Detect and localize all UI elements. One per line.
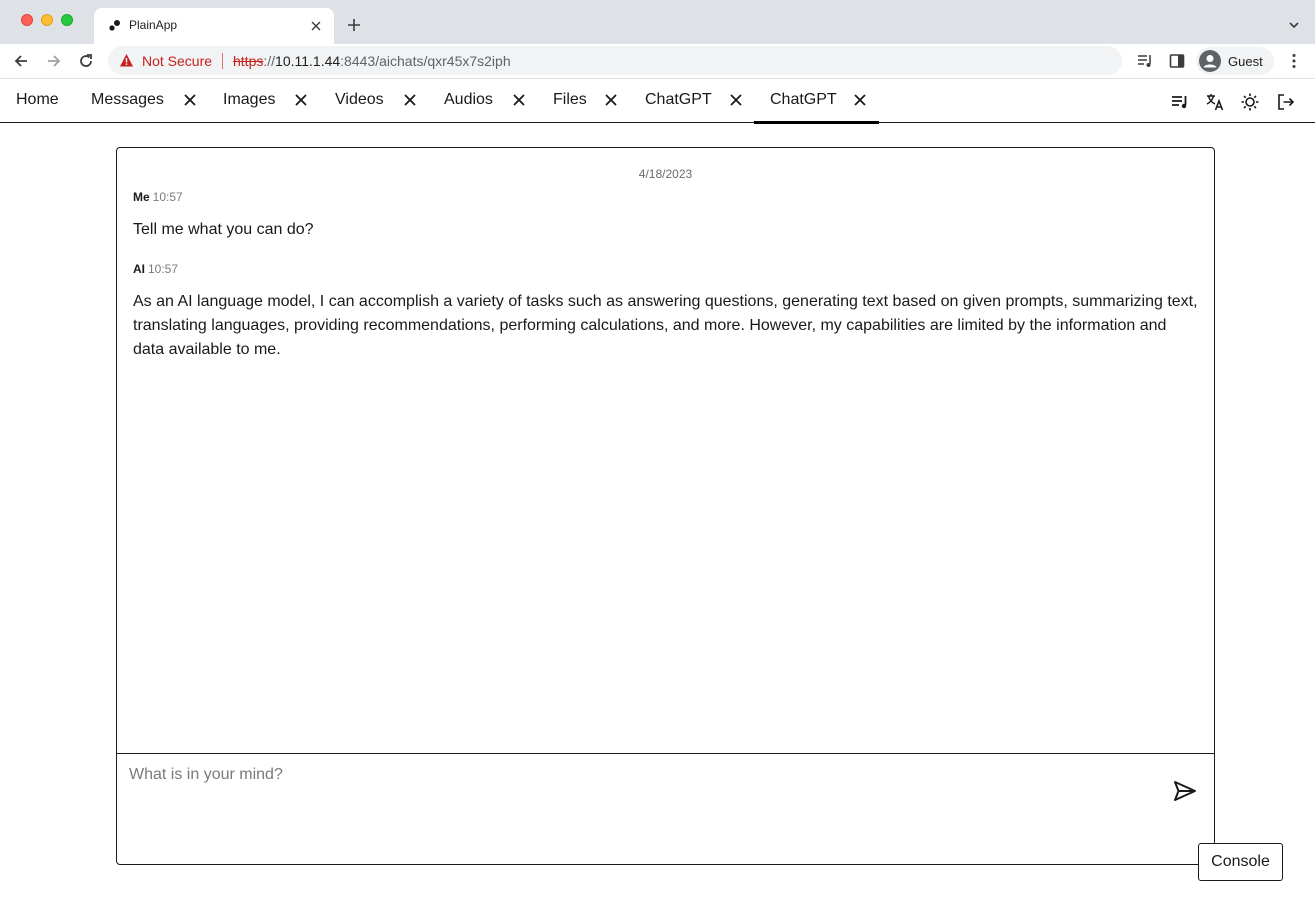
tab-label: Videos <box>335 91 384 108</box>
tab-audios[interactable] <box>428 79 537 123</box>
url-path: :8443/aichats/qxr45x7s2iph <box>340 53 511 69</box>
tab-label: ChatGPT <box>770 91 837 108</box>
message-sender: Me <box>133 190 150 204</box>
light-mode-icon[interactable] <box>1240 92 1260 112</box>
not-secure-label[interactable]: Not Secure <box>142 53 213 69</box>
tab-label: Messages <box>91 91 164 108</box>
message-time: 10:57 <box>152 190 183 204</box>
tab-label: ChatGPT <box>645 91 712 108</box>
back-arrow-icon[interactable] <box>12 52 30 70</box>
tab-label: Home <box>16 91 59 108</box>
tab-chatgpt[interactable] <box>629 79 754 123</box>
minimize-window-button[interactable] <box>41 14 53 26</box>
message-meta <box>133 262 1198 276</box>
tab-chatgpt-active[interactable] <box>754 79 879 123</box>
message-sender: AI <box>133 262 145 276</box>
kebab-menu-icon[interactable] <box>1285 52 1303 70</box>
browser-toolbar <box>0 44 1315 79</box>
address-bar[interactable] <box>108 46 1122 75</box>
browser-tab-title: PlainApp <box>129 18 178 32</box>
close-window-button[interactable] <box>21 14 33 26</box>
forward-arrow-icon[interactable] <box>45 52 63 70</box>
reading-list-icon[interactable] <box>1136 52 1154 70</box>
address-divider <box>222 53 223 69</box>
plainapp-favicon-icon <box>108 19 122 33</box>
tab-label: Images <box>223 91 276 108</box>
chat-message-me <box>133 190 1198 242</box>
tab-files[interactable] <box>537 79 630 123</box>
message-body: Tell me what you can do? <box>133 221 314 238</box>
warning-triangle-icon <box>119 53 134 68</box>
profile-button[interactable] <box>1196 47 1274 75</box>
url-scheme: https <box>233 53 264 69</box>
close-icon[interactable] <box>512 93 526 107</box>
message-time: 10:57 <box>148 262 179 276</box>
message-composer <box>117 753 1214 864</box>
profile-name: Guest <box>1228 54 1263 69</box>
close-icon[interactable] <box>403 93 417 107</box>
side-panel-icon[interactable] <box>1168 52 1186 70</box>
close-icon[interactable] <box>604 93 618 107</box>
playlist-icon[interactable] <box>1170 92 1190 112</box>
console-button[interactable]: Console <box>1198 843 1283 881</box>
message-meta <box>133 190 1198 204</box>
tab-videos[interactable] <box>319 79 429 123</box>
translate-icon[interactable] <box>1205 92 1225 112</box>
chevron-down-icon[interactable] <box>1287 18 1301 32</box>
url-text[interactable] <box>233 53 511 69</box>
close-icon[interactable] <box>294 93 308 107</box>
date-separator: 4/18/2023 <box>638 167 693 181</box>
url-separator: :// <box>263 53 276 69</box>
app-nav-bar <box>0 79 1315 123</box>
tab-label: Files <box>553 91 587 108</box>
new-tab-plus-icon[interactable] <box>345 16 363 34</box>
tab-home[interactable] <box>0 79 75 123</box>
url-host: 10.11.1.44 <box>275 53 341 69</box>
close-icon[interactable] <box>308 18 324 34</box>
chat-panel <box>116 147 1215 865</box>
reload-icon[interactable] <box>77 52 95 70</box>
browser-tab-strip <box>0 0 1315 44</box>
logout-icon[interactable] <box>1276 92 1296 112</box>
close-icon[interactable] <box>183 93 197 107</box>
chat-input[interactable] <box>117 754 1157 864</box>
tab-label: Audios <box>444 91 493 108</box>
chat-message-ai <box>133 262 1198 362</box>
avatar-icon <box>1199 50 1221 72</box>
close-icon[interactable] <box>729 93 743 107</box>
maximize-window-button[interactable] <box>61 14 73 26</box>
close-icon[interactable] <box>853 93 867 107</box>
message-body: As an AI language model, I can accomplish a variety of tasks such as answering questions, generating text based on given prompts, summarizing text, translating languages, providing recommendations, performing calculations, and more. However, my capabilities are limited by the information and data available to me. <box>133 293 1198 358</box>
browser-tab-plainapp[interactable] <box>94 8 334 44</box>
tab-images[interactable] <box>207 79 319 123</box>
tab-messages[interactable] <box>75 79 205 123</box>
send-icon[interactable] <box>1172 778 1198 804</box>
